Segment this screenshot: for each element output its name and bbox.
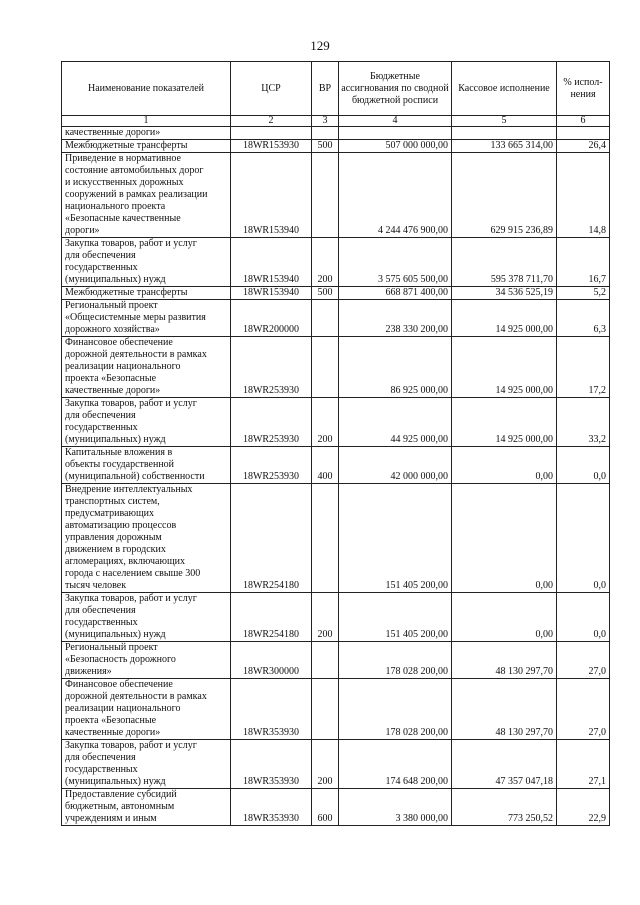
- column-number: 1: [62, 116, 231, 127]
- row-vr: [312, 679, 339, 740]
- table-row: [62, 398, 610, 447]
- row-vr: [312, 153, 339, 238]
- row-percent: 27,1: [557, 740, 610, 789]
- header-csr: ЦСР: [231, 62, 312, 116]
- row-vr: [312, 337, 339, 398]
- row-vr: 400: [312, 447, 339, 484]
- row-budget: 668 871 400,00: [339, 287, 452, 300]
- row-csr: 18WR253930: [231, 398, 312, 447]
- table-row: [62, 337, 610, 398]
- row-vr: 200: [312, 740, 339, 789]
- row-cash: 629 915 236,89: [452, 153, 557, 238]
- table-row: [62, 127, 610, 140]
- row-cash: 14 925 000,00: [452, 398, 557, 447]
- row-name: качественные дороги»: [62, 127, 231, 140]
- table-row: [62, 238, 610, 287]
- row-vr: [312, 127, 339, 140]
- row-csr: 18WR254180: [231, 593, 312, 642]
- row-budget: 42 000 000,00: [339, 447, 452, 484]
- row-percent: 17,2: [557, 337, 610, 398]
- row-name: Закупка товаров, работ и услуг для обеспечения государственных (муниципальных) нужд: [62, 398, 231, 447]
- row-percent: 27,0: [557, 642, 610, 679]
- row-vr: 200: [312, 238, 339, 287]
- row-vr: 600: [312, 789, 339, 826]
- row-name: Финансовое обеспечение дорожной деятельности в рамках реализации национального проекта «Безопасные качественные дороги»: [62, 337, 231, 398]
- row-percent: 0,0: [557, 593, 610, 642]
- row-budget: 174 648 200,00: [339, 740, 452, 789]
- table-row: [62, 153, 610, 238]
- row-cash: 48 130 297,70: [452, 642, 557, 679]
- row-cash: 47 357 047,18: [452, 740, 557, 789]
- row-vr: 500: [312, 287, 339, 300]
- row-cash: 773 250,52: [452, 789, 557, 826]
- row-budget: 3 575 605 500,00: [339, 238, 452, 287]
- row-budget: [339, 127, 452, 140]
- page-number: 129: [310, 38, 330, 53]
- table-row: [62, 642, 610, 679]
- row-name: Финансовое обеспечение дорожной деятельности в рамках реализации национального проекта «Безопасные качественные дороги»: [62, 679, 231, 740]
- row-percent: 0,0: [557, 447, 610, 484]
- row-csr: 18WR253930: [231, 447, 312, 484]
- row-percent: 16,7: [557, 238, 610, 287]
- column-number-row: [62, 116, 610, 127]
- row-name: Региональный проект «Общесистемные меры развития дорожного хозяйства»: [62, 300, 231, 337]
- row-vr: 500: [312, 140, 339, 153]
- row-percent: 5,2: [557, 287, 610, 300]
- row-budget: 178 028 200,00: [339, 679, 452, 740]
- row-percent: 22,9: [557, 789, 610, 826]
- row-csr: 18WR353930: [231, 740, 312, 789]
- row-name: Региональный проект «Безопасность дорожного движения»: [62, 642, 231, 679]
- table-row: [62, 740, 610, 789]
- row-cash: 48 130 297,70: [452, 679, 557, 740]
- row-vr: [312, 642, 339, 679]
- row-budget: 4 244 476 900,00: [339, 153, 452, 238]
- table-row: [62, 447, 610, 484]
- row-vr: [312, 484, 339, 593]
- header-row: [62, 62, 610, 116]
- row-budget: 151 405 200,00: [339, 484, 452, 593]
- row-name: Предоставление субсидий бюджетным, автономным учреждениям и иным: [62, 789, 231, 826]
- row-cash: 14 925 000,00: [452, 300, 557, 337]
- row-csr: 18WR153940: [231, 153, 312, 238]
- budget-execution-table: [61, 61, 610, 826]
- row-name: Межбюджетные трансферты: [62, 140, 231, 153]
- row-name: Закупка товаров, работ и услуг для обеспечения государственных (муниципальных) нужд: [62, 593, 231, 642]
- table-row: [62, 300, 610, 337]
- row-cash: 0,00: [452, 447, 557, 484]
- row-csr: 18WR200000: [231, 300, 312, 337]
- row-vr: 200: [312, 593, 339, 642]
- row-name: Внедрение интеллектуальных транспортных систем, предусматривающих автоматизацию процессов управления дорожным движением в городских агломерациях, включающих города с населением свыше 300 тысяч человек: [62, 484, 231, 593]
- table-row: [62, 140, 610, 153]
- row-csr: 18WR153930: [231, 140, 312, 153]
- row-budget: 178 028 200,00: [339, 642, 452, 679]
- table-body: [62, 127, 610, 826]
- header-vr: ВР: [312, 62, 339, 116]
- row-vr: [312, 300, 339, 337]
- row-percent: 33,2: [557, 398, 610, 447]
- row-cash: 133 665 314,00: [452, 140, 557, 153]
- row-budget: 151 405 200,00: [339, 593, 452, 642]
- table-row: [62, 789, 610, 826]
- row-cash: 0,00: [452, 593, 557, 642]
- row-csr: 18WR353930: [231, 789, 312, 826]
- row-budget: 507 000 000,00: [339, 140, 452, 153]
- column-number: 6: [557, 116, 610, 127]
- row-cash: 14 925 000,00: [452, 337, 557, 398]
- table-row: [62, 593, 610, 642]
- row-csr: 18WR254180: [231, 484, 312, 593]
- row-name: Приведение в нормативное состояние автомобильных дорог и искусственных дорожных сооружений в рамках реализации национального проекта «Безопасные качественные дороги»: [62, 153, 231, 238]
- row-csr: 18WR153940: [231, 287, 312, 300]
- row-csr: 18WR253930: [231, 337, 312, 398]
- row-percent: 0,0: [557, 484, 610, 593]
- row-csr: 18WR153940: [231, 238, 312, 287]
- row-name: Закупка товаров, работ и услуг для обеспечения государственных (муниципальных) нужд: [62, 740, 231, 789]
- row-percent: 27,0: [557, 679, 610, 740]
- row-cash: [452, 127, 557, 140]
- row-budget: 3 380 000,00: [339, 789, 452, 826]
- row-percent: [557, 127, 610, 140]
- header-name: Наименование показателей: [62, 62, 231, 116]
- row-csr: 18WR353930: [231, 679, 312, 740]
- column-number: 4: [339, 116, 452, 127]
- table-row: [62, 679, 610, 740]
- row-vr: 200: [312, 398, 339, 447]
- row-percent: 26,4: [557, 140, 610, 153]
- row-percent: 14,8: [557, 153, 610, 238]
- table-row: [62, 287, 610, 300]
- header-cash: Кассовое исполнение: [452, 62, 557, 116]
- row-name: Закупка товаров, работ и услуг для обеспечения государственных (муниципальных) нужд: [62, 238, 231, 287]
- row-name: Межбюджетные трансферты: [62, 287, 231, 300]
- row-cash: 0,00: [452, 484, 557, 593]
- row-percent: 6,3: [557, 300, 610, 337]
- column-number: 5: [452, 116, 557, 127]
- table-row: [62, 484, 610, 593]
- row-budget: 86 925 000,00: [339, 337, 452, 398]
- header-budget: Бюджетные ассигнования по сводной бюджетной росписи: [339, 62, 452, 116]
- row-cash: 34 536 525,19: [452, 287, 557, 300]
- row-csr: 18WR300000: [231, 642, 312, 679]
- row-cash: 595 378 711,70: [452, 238, 557, 287]
- column-number: 3: [312, 116, 339, 127]
- column-number: 2: [231, 116, 312, 127]
- row-name: Капитальные вложения в объекты государственной (муниципальной) собственности: [62, 447, 231, 484]
- row-budget: 44 925 000,00: [339, 398, 452, 447]
- row-csr: [231, 127, 312, 140]
- row-budget: 238 330 200,00: [339, 300, 452, 337]
- header-percent: % испол-нения: [557, 62, 610, 116]
